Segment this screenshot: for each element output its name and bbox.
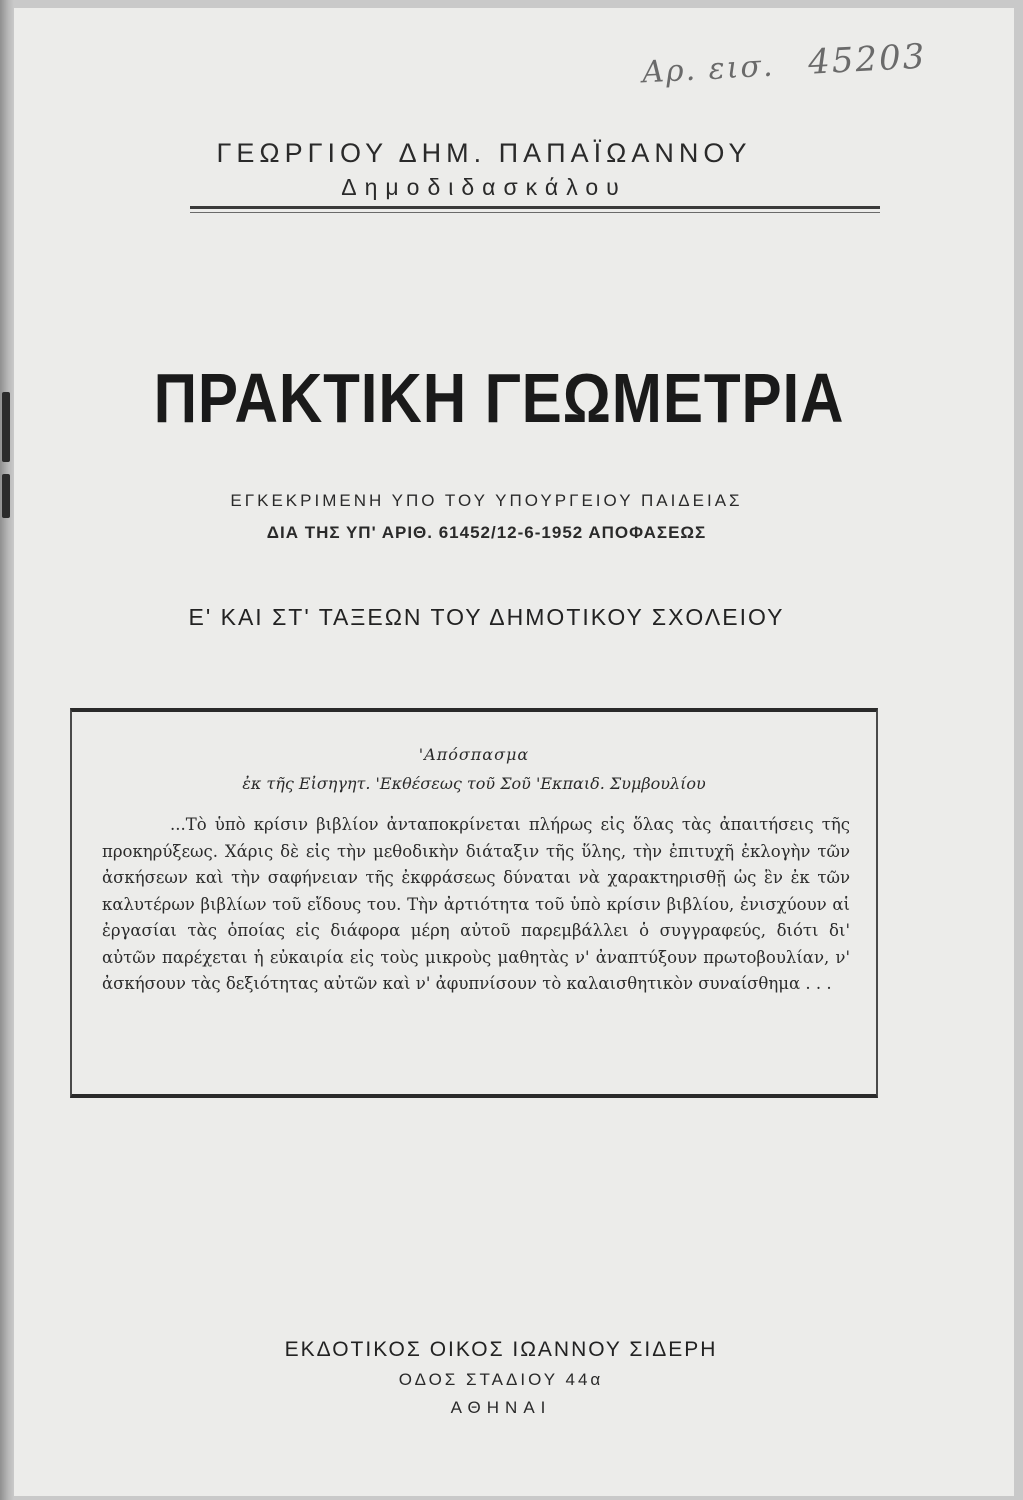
handwritten-catalog-note (641, 37, 927, 92)
author-name: ΓΕΩΡΓΙΟΥ ΔΗΜ. ΠΑΠΑΪΩΑΝΝΟΥ (216, 138, 752, 168)
book-title: ΠΡΑΚΤΙΚΗ ΓΕΩΜΕΤΡΙΑ (153, 359, 845, 437)
excerpt-title: 'Απόσπασμα (418, 745, 530, 764)
approval-line-2: ΔΙΑ ΤΗΣ ΥΠ' ΑΡΙΘ. 61452/12-6-1952 ΑΠΟΦΑΣΕΩΣ (266, 523, 707, 542)
publisher-city: ΑΘΗΝΑΙ (450, 1398, 552, 1417)
excerpt-source: ἐκ τῆς Εἰσηγητ. 'Εκθέσεως τοῦ Σοῦ 'Εκπαιδ. Συμβουλίου (242, 774, 706, 793)
catalog-prefix: Αρ. εισ. (641, 48, 776, 91)
approval-line-1: ΕΓΚΕΚΡΙΜΕΝΗ ΥΠΟ ΤΟΥ ΥΠΟΥΡΓΕΙΟΥ ΠΑΙΔΕΙΑΣ (230, 491, 743, 510)
excerpt-box (70, 708, 878, 1098)
excerpt-text: ...Τὸ ὑπὸ κρίσιν βιβλίον ἀνταποκρίνεται πλήρως εἰς ὅλας τὰς ἀπαιτήσεις τῆς προκηρύξεως. Χάρις δὲ εἰς τὴν μεθοδικὴν διάταξιν τῆς ὕλης, τὴν ἐπιτυχῆ ἐκλογὴν τῶν ἀσκήσεων καὶ τὴν σαφήνειαν τῆς ἐκφράσεως δύναται νὰ χαρακτηρισθῇ ὡς ἓν ἐκ τῶν καλυτέρων βιβλίων τοῦ εἴδους του. Τὴν ἀρτιότητα τοῦ ὑπὸ κρίσιν βιβλίου, ἐνισχύουν αἱ ἐργασίαι τὰς ὁποίας εἰς διάφορα μέρη αὐτοῦ παρεμβάλλει ὁ συγγραφεύς, διότι δι' αὐτῶν παρέχεται ἡ εὐκαιρία εἰς τοὺς μικροὺς μαθητὰς ν' ἀναπτύξουν πρωτοβουλίαν, ν' ἀσκήσουν τὰς δεξιότητας αὐτῶν καὶ ν' ἀφυπνίσουν τὸ καλαισθητικὸν συναίσθημα . . . (102, 815, 850, 993)
binding-edge (0, 0, 14, 1500)
grades-line: Ε' ΚΑΙ ΣΤ' ΤΑΞΕΩΝ ΤΟΥ ΔΗΜΟΤΙΚΟΥ ΣΧΟΛΕΙΟΥ (188, 604, 785, 630)
publisher-name: ΕΚΔΟΤΙΚΟΣ ΟΙΚΟΣ ΙΩΑΝΝΟΥ ΣΙΔΕΡΗ (284, 1338, 718, 1361)
title-page (14, 8, 1014, 1496)
binding-mark (2, 392, 10, 462)
author-role: Δημοδιδασκάλου (341, 174, 627, 200)
header-rule (190, 206, 880, 209)
binding-mark (2, 474, 10, 518)
catalog-number: 45203 (807, 36, 928, 83)
publisher-address: ΟΔΟΣ ΣΤΑΔΙΟΥ 44α (398, 1370, 604, 1389)
header-rule-thin (190, 212, 880, 213)
